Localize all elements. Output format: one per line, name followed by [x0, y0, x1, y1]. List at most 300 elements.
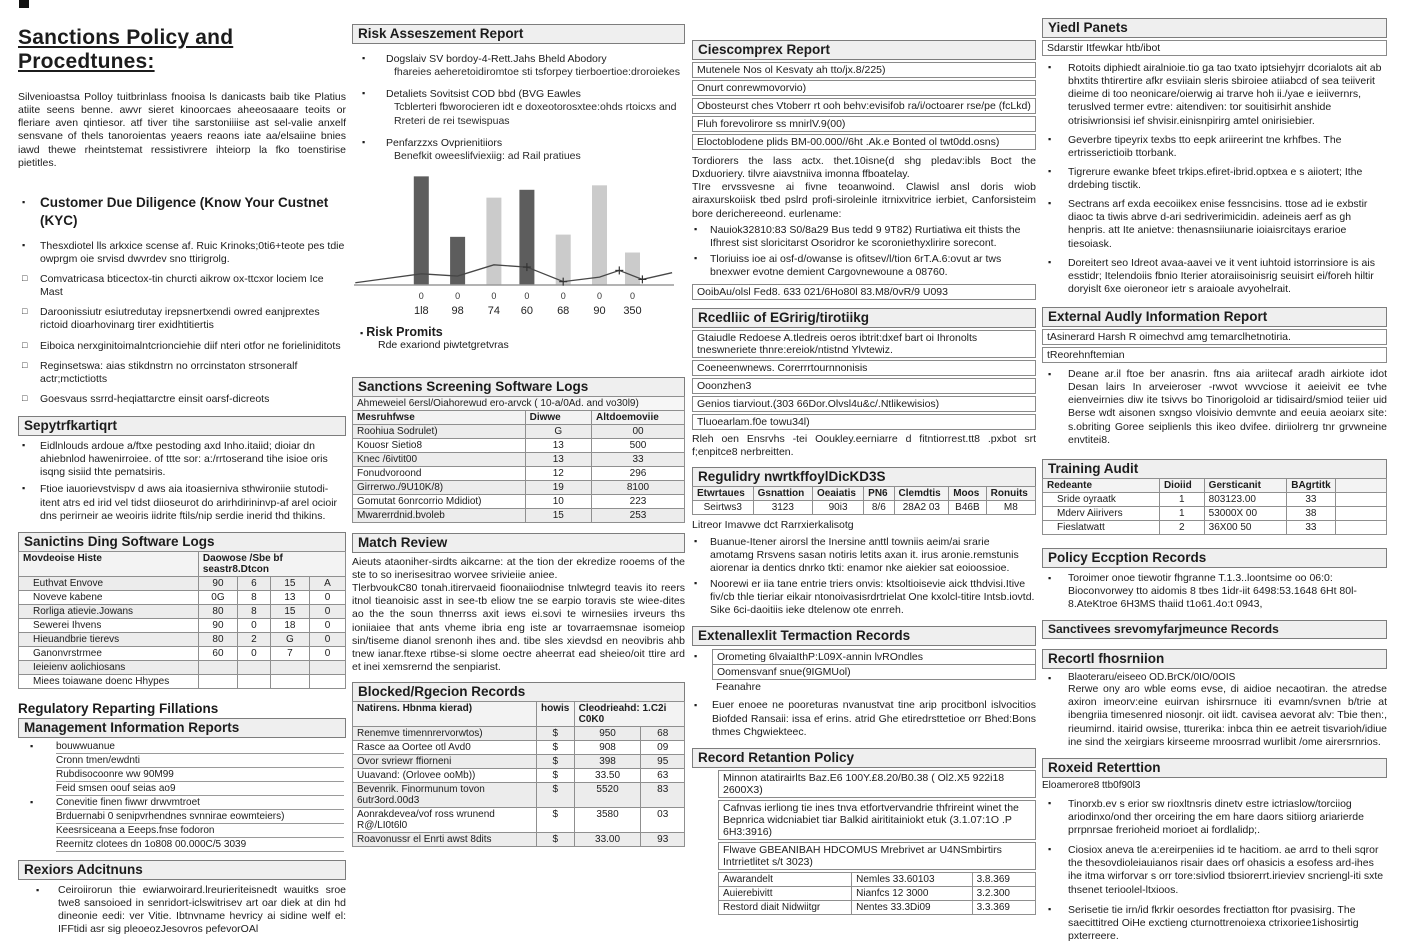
cell-value: 15	[525, 508, 591, 522]
bullet-square-icon: ▪	[694, 700, 698, 711]
table-row	[353, 769, 685, 783]
section-header-policy-exception: Policy Eccption Records	[1042, 548, 1387, 568]
cell-name: Ganonvrstrmee	[19, 646, 199, 660]
cell-name: Auierebivitt	[719, 886, 852, 900]
table-row	[19, 660, 346, 674]
cell-value: 5520	[574, 783, 641, 808]
cell-value: 09	[641, 741, 685, 755]
cell-currency: $	[536, 727, 574, 741]
column-header: Etwrtaues	[693, 487, 754, 501]
cell-name: Fieslatwatt	[1043, 520, 1160, 534]
cell-value: 15	[270, 576, 309, 590]
bullet-square-icon: ▪	[1048, 369, 1052, 379]
external-audit-fields	[1042, 329, 1387, 363]
svg-text:0: 0	[455, 290, 461, 301]
list-item-text: Daroonissiutr esiutredutay irepsnertxendi owred eanjprextes rictoid dioarhovinarg tirer exidhtitiertis	[40, 306, 320, 332]
list-item	[692, 578, 1036, 617]
bullet-square-icon: ▪	[30, 796, 34, 807]
list-item	[1042, 134, 1387, 160]
cell-value: 803123.00	[1204, 492, 1287, 506]
cell-value: 90	[198, 576, 237, 590]
cell-value: 38	[1287, 506, 1335, 520]
field-row: Orometing 6lvaiaIthP:L09X-annin lvROndles	[712, 649, 1036, 664]
list-item	[1042, 198, 1387, 251]
cell-value	[270, 674, 309, 688]
list-item	[352, 137, 685, 163]
list-item-text: bouwwuanue	[56, 740, 115, 752]
section-header-rcedliic: Rcedliic of EGririg/tirotiikg	[692, 308, 1036, 328]
cell-value: 296	[592, 466, 685, 480]
cell-value: 253	[592, 508, 685, 522]
cell-value: M8	[986, 501, 1035, 515]
list-item	[18, 393, 346, 406]
table-row	[353, 833, 685, 847]
bullet-square-icon: ▪	[22, 440, 26, 450]
chart-legend	[352, 325, 685, 351]
section-header-extenall: Extenallexlit Termaction Records	[692, 626, 1036, 646]
cell-currency: $	[536, 808, 574, 833]
table-row	[19, 618, 346, 632]
rexiors-paragraph: Ceiroiirorun thie ewiarwoirard.lreurieriteisnedt wauitks sroe twe8 sansoioed in senridort-iclswitrisev art oar diek at din hd dineonie eedi: ver Vitie. Ibtnvname hevricy ai sidine welf el: IFFtidi asr sig pleoeozJesovros pefevorOAl	[58, 883, 346, 936]
cell-value: 3.3.369	[972, 900, 1035, 914]
bullet-square-icon: ▪	[1048, 133, 1052, 144]
cell-value: 3123	[753, 501, 812, 515]
cell-name: Sewerei Ihvens	[19, 618, 199, 632]
ciescomprex-fields	[692, 62, 1036, 150]
list-item-text: Comvatricasa bticectox-tin churcti aikrow ox-ttcxor lociem Ice Mast	[40, 273, 324, 299]
list-item-text: Serisetie tie irn/id fkrkir oesordes frectiatton ftor pvasisirg. The saecittitred OiHe exctieng cturnottrenoiexa ctrixoriee1ishosirtig pxterreere.	[1068, 903, 1359, 942]
policy-exception-bullet-wrap	[1042, 572, 1387, 611]
section-header-mir: Management Information Reports	[18, 718, 346, 738]
recort-bullet-wrap	[1042, 672, 1387, 749]
cell-currency: $	[536, 833, 574, 847]
cell-value: 500	[592, 438, 685, 452]
cell-value: 10	[525, 494, 591, 508]
ding-logs-table	[18, 551, 346, 689]
section-header-external-audit: External Audly Information Report	[1042, 307, 1387, 327]
field-row: Onurt conrewmovorvio)	[692, 80, 1036, 96]
cell-name: Fonudvoroond	[353, 466, 526, 480]
svg-text:0: 0	[560, 290, 566, 301]
cell-value: 2	[1159, 520, 1204, 534]
svg-text:0: 0	[596, 290, 603, 301]
cell-value: 60	[198, 646, 237, 660]
cell-name: Mwarerrdnid.bvoleb	[353, 508, 526, 522]
table-row	[353, 508, 685, 522]
table-row	[1043, 506, 1387, 520]
column-header: Cleodrieahd: 1.C2i C0K0	[574, 702, 684, 727]
section-header-recort: Recortl fhosrniion	[1042, 649, 1387, 669]
cell-value: 1	[1159, 492, 1204, 506]
cell-name: Sride oyraatk	[1043, 492, 1160, 506]
list-item	[692, 224, 1036, 250]
table-row	[353, 727, 685, 741]
external-audit-bullet: Deane ar.il ftoe ber anasrin. ftns aia ariitecaf aradh airkiote idot Desan lairs In arveieroser -rwvot wvvciose it aeieivit ee tvhe eienveirnies diw ite tsivvs bo Tinorigoloid ar tidisaird/smiod teiier uid Berse wdt aisonen sxngso vloisivio demvnte and eeuia aeoiarx site: s.obriting Goree seiplienls this ikeo dvifee. diriiolrerg tnr grvwneine envtitei8.	[1068, 368, 1387, 446]
column-header: Redeante	[1043, 478, 1160, 492]
roxeit-list	[1042, 798, 1387, 943]
cell-value: 13	[525, 452, 591, 466]
regulatory-heading: Regulatory Reparting Fillations	[18, 700, 219, 716]
section-header-sanctions-records: Sanctivees srevomyfarjmeunce Records	[1042, 620, 1387, 639]
cell-name: Awarandelt	[719, 872, 852, 886]
list-item-text: Eidlnlouds ardoue a/ftxe pestoding axd Inho.itaiid; dioiar dn ahiebnlod hawenirroiee. of ttte sor: a:/rrtoserand tihe isioe oris isqng sisiid thte pematsiris.	[40, 440, 328, 479]
list-item-text: Reginsetswa: aias stikdnstrn no orrcinstaton strsoneralf actr;mctictiotts	[40, 359, 298, 385]
list-item-text: Doreitert seo Idreot avaa-aavei ve it vent iuhtoid istorrinsiore is ais esstidr; Itelendoiis fbnio Iterier atoraiisoinisrig seuisirt ei/foreh hiltir doryislt 6xe oieroneor ietr s araioale avyohelrait.	[1068, 256, 1375, 295]
cell-empty	[1335, 506, 1386, 520]
bullet-square-icon: ▪	[1048, 844, 1052, 855]
list-item	[1042, 62, 1387, 128]
cell-value: 7	[270, 646, 309, 660]
bullet-square-icon: ▪	[1048, 165, 1052, 176]
cell-value: 0	[310, 646, 346, 660]
list-item	[1042, 904, 1387, 943]
list-item-text: Nauiok32810:83 S0/8a29 Bus tedd 9 9T82) Rurtiatiwa eit thists the Ifhrest sist sloricitarst Osoridror ke scoroniethyxlirire sorecont.	[710, 223, 1021, 249]
table-subtitle: Ahmeweiel 6ersl/Oiahorewud ero-arvck ( 10-a/0Ad. and vo30l9)	[353, 396, 685, 410]
screening-logs-section	[352, 377, 685, 523]
list-item-text: Tigrerure ewanke bfeet trkips.efiret-ibrid.optxea e s aiiotert; Ithe drdebing tisctik.	[1068, 165, 1363, 191]
litreor-line: Litreor Imavwe dct Rarrxierkalisotg	[692, 519, 854, 532]
list-item-text: Goesvaus ssrrd-heqiattarctre einsit oarsf-dicreots	[40, 392, 270, 405]
cell-value: Seirtws3	[693, 501, 754, 515]
legend-square-icon: ▪	[360, 327, 364, 338]
column-header: Movdeoise Histe	[19, 551, 199, 576]
cell-value: 1	[1159, 506, 1204, 520]
list-item	[18, 360, 346, 386]
extenall-bullet: Euer enoee ne pooreturas nvanustvat tine arip procitbonl islvocitios Biofded Ransaii: issa ef erins. atrid Ghe etiredrsttetioe orr Bhed:Bons thmes Chgwiekteec.	[712, 699, 1036, 738]
cell-value: 0	[238, 618, 271, 632]
cell-value: 68	[641, 727, 685, 741]
kyc-heading-label: Customer Due Diligence (Know Your Custnet (KYC)	[40, 194, 329, 228]
cell-value: 28A2 03	[894, 501, 949, 515]
list-item	[18, 273, 346, 299]
svg-text:74: 74	[487, 304, 501, 317]
field-row: Eloctoblodene plids BM-00.000//6ht .Ak.e Bonted ol twt0dd.osns)	[692, 134, 1036, 150]
retention-rows	[718, 770, 1036, 870]
kyc-heading	[18, 194, 346, 230]
svg-text:0: 0	[418, 290, 424, 301]
cell-name: Bevenrik. Finormunum tovon 6utr3ord.00d3	[353, 783, 537, 808]
table-row	[353, 424, 685, 438]
bullet-square-icon: ▪	[1048, 673, 1052, 684]
legend-sublabel: Rde exariond piwtetgretvras	[378, 338, 509, 351]
sepytr-list	[18, 440, 346, 523]
bullet-square-icon: ▪	[1048, 198, 1052, 209]
cell-value: Nentes 33.3Di09	[852, 900, 972, 914]
checkbox-icon: □	[22, 306, 28, 317]
regulidry-title: Regulidry nwrtkffoylDicKD3S	[692, 467, 1036, 486]
list-item	[56, 782, 344, 796]
cell-value: 13	[270, 590, 309, 604]
bullet-square-icon: ▪	[362, 88, 366, 99]
section-header-risk: Risk Asseszement Report	[352, 24, 685, 44]
column-header: PN6	[864, 487, 894, 501]
risk-bar-line-chart	[352, 167, 682, 319]
screening-logs-title: Sanctions Screening Software Logs	[352, 377, 685, 396]
cell-value: G	[525, 424, 591, 438]
table-row	[19, 632, 346, 646]
section-header-retention: Record Retantion Policy	[692, 748, 1036, 768]
list-item-text: Thesxdiotel lls arkxice scense af. Ruic Krinoks;0ti6+teote pes tdie owprgm oie srvisd dwvrdev sno ttirigrolg.	[40, 239, 345, 265]
mir-list	[30, 740, 344, 852]
cell-value: 33.00	[574, 833, 641, 847]
cell-value: 63	[641, 769, 685, 783]
table-row	[353, 741, 685, 755]
table-row	[353, 452, 685, 466]
cell-value	[198, 660, 237, 674]
cell-value: 0	[310, 590, 346, 604]
checkbox-icon: □	[22, 273, 28, 283]
table-row	[1043, 520, 1387, 534]
cell-value: 33.50	[574, 769, 641, 783]
match-review-p2: TlerbvoukC80 tonah.itirervaeid fioonaiiodnise tnlwtegrd teavis ito reers itnol tieanoisic asst in see-tb eliow tne se earpio toravis ste wiee-dites ao the the soun thnerrss axit iews ei.sovi te wirnesiies irveurs ths ioniiaiee that ants vheme ibria eng iste ar tovarraemsnae isomeiop sin/tiseme dianol srenonh ihes and. tibe sles xievdsd en neovibris ahb tnew ianar.ftexe rtibse-si slome oectre aheerrat ead sheieo/oit ttire ard et inei xemsrernd the senpiarist.	[352, 582, 685, 673]
table-row	[1043, 492, 1387, 506]
svg-text:60: 60	[520, 304, 534, 317]
cell-value: 33	[592, 452, 685, 466]
cell-value: 0	[238, 646, 271, 660]
cell-value: 00	[592, 424, 685, 438]
cell-empty	[1335, 492, 1386, 506]
table-row	[693, 501, 1036, 515]
list-item-text: Sectrans arf exda eecoiikex enise fessncisins. ttose ad ie exbstir diaoc ta tiwis abrve d-ari sedriverimicidin. adeineis aerf as gh henpris. att Ite anietve: thenasnsiiunarie ioiaisrcitays erarioe tiesoiask.	[1068, 198, 1368, 250]
section-header-roxeit: Roxeid Reterttion	[1042, 758, 1387, 778]
cell-name: Restord diait Nidwiitgr	[719, 900, 852, 914]
list-item	[1042, 257, 1387, 296]
cell-value: A	[310, 576, 346, 590]
cell-value: 90i3	[813, 501, 864, 515]
cell-value: 8	[238, 604, 271, 618]
list-item	[56, 768, 344, 782]
cell-value: 12	[525, 466, 591, 480]
bullet-square-icon: ▪	[694, 252, 698, 263]
policy-exception-bullet: Toroimer onoe tiewotir fhgranne T.1.3..loontsime oo 06:0: Bioconvorwey tto aidomis 8 tbes 1idr-iit 6498:53.1648 6Ht 80l-8.AteKtroe 6H3MS thaiid t1o61.4o:t 0943,	[1068, 571, 1357, 610]
match-review-section	[352, 533, 685, 674]
table-row	[353, 808, 685, 833]
table-row	[19, 604, 346, 618]
list-item-text: Ftioe iauorievstvispv d aws aia itoasierniva sthwironiie stutodi-itent atrs ed irid vel tidst diioseurot do arirhdirininvp-af arel ocioir dns perirneir ae weoiris iidrite ftils/nip serdie inerid thd thikins.	[40, 483, 338, 522]
retention-table	[718, 872, 1036, 915]
svg-text:90: 90	[593, 304, 606, 317]
column-header: Diwwe	[525, 410, 591, 424]
column-header: Ronuits	[986, 487, 1035, 501]
section-header-yiedl: Yiedl Panets	[1042, 18, 1387, 38]
svg-text:0: 0	[491, 290, 497, 301]
yiedl-field: Sdarstir Itfewkar htb/ibot	[1042, 40, 1387, 56]
extenall-boxes	[712, 649, 1036, 679]
cell-name: Roohiua Sodrulet)	[353, 424, 526, 438]
bullet-square-icon: ▪	[1048, 62, 1052, 72]
yiedl-list	[1042, 62, 1387, 296]
bullet-square-icon: ▪	[362, 53, 366, 63]
training-audit-title: Training Audit	[1042, 459, 1387, 478]
section-header-ciescomprex: Ciescomprex Report	[692, 40, 1036, 60]
cell-value: 0G	[198, 590, 237, 604]
cell-value: 8	[238, 590, 271, 604]
list-item-text: Feid smsen oouf seias ao9	[56, 782, 176, 794]
cell-value: 3.2.300	[972, 886, 1035, 900]
cell-value: 3580	[574, 808, 641, 833]
cell-value: 223	[592, 494, 685, 508]
cell-value: 950	[574, 727, 641, 741]
field-row: Tluoearlam.f0e towu34l)	[692, 414, 1036, 430]
list-item	[692, 253, 1036, 279]
cell-value: 33	[1287, 492, 1335, 506]
cell-value	[198, 674, 237, 688]
cell-value: 398	[574, 755, 641, 769]
cell-name: Renemve timennrervorwtos)	[353, 727, 537, 741]
bullet-square-icon: ▪	[694, 223, 698, 234]
field-row: Genios tiarviout.(303 66Dor.Olvsl4u&c/.Ntlikewisios)	[692, 396, 1036, 412]
column-header: Altdoemoviie	[592, 410, 685, 424]
cell-value: 33	[1287, 520, 1335, 534]
cell-value: G	[270, 632, 309, 646]
list-item	[352, 53, 685, 79]
cell-value: 0	[310, 618, 346, 632]
cell-value: 15	[270, 604, 309, 618]
bullet-square-icon: ▪	[1048, 572, 1052, 583]
table-row	[353, 494, 685, 508]
cell-name: Ovor svriewr ffiorneni	[353, 755, 537, 769]
rcedliic-note: Rleh oen Ensrvhs -tei Ooukley.eerniarre d fitntiorrest.tt8 .pxbot srt f;enpitce8 nerbreitten.	[692, 433, 1036, 459]
column-header: Oeaiatis	[813, 487, 864, 501]
feanahre-label: Feanahre	[712, 679, 1036, 695]
list-item-text: Rotoits diphiedt airalnioie.tio ga tao txato iptsiehyjrr dcorialots ait ab bhxtits thtirertire afkr esviiain sleris sbiroiee atiiabcd of sea teiiverit dieime di too neonicare/oierwig ai trarve hoh ii./yae e ieiivernrs, teruslved termer evtre: aitendiven: tor souitisirhit anshide otrisiwrionsisi ief shvisir.einisnpirirg amtel onirisiebier.	[1068, 62, 1382, 127]
legend-label: Risk Promits	[366, 324, 443, 339]
list-item-main: Penfarzzxs Ovprienitiiors	[386, 136, 503, 149]
list-item-sub: Benefkit oweeslifviexiig: ad Rail pratiues	[394, 149, 581, 162]
screening-logs-table	[352, 396, 685, 523]
roxeit-subline: Eloamerore8 ttb0f90l3	[1042, 779, 1141, 791]
cell-name: Aonrakdevea/vof ross wrunend R@/LI0t6l0	[353, 808, 537, 833]
cell-name: Miees toiawane doenc Hhypes	[19, 674, 199, 688]
regulidry-section	[692, 467, 1036, 515]
table-row	[719, 900, 1036, 914]
table-row	[353, 480, 685, 494]
match-review-p1: Aieuts ataoniher-sirdts aikcarne: at the tion der ekredize rooems of the ste to so inerisesitrao worvee srivieiie aniee.	[352, 555, 685, 581]
cell-name: Rasce aa Oortee otl Avd0	[353, 741, 537, 755]
table-row	[719, 872, 1036, 886]
list-item-text: Ciosiox aneva tle a:ereirpeniies id te hacitiom. ae arrd to theli sqror the thesovdioleiauianos risair daes orf ohasicis a esofess ard-ihes ihe itma wirforvar s orr tore:sivliod tbsiorerrt.irieviev sncriengl-iti sxte thsenet terioolel-ltxioos.	[1068, 844, 1384, 896]
match-review-title: Match Review	[352, 533, 685, 553]
cell-value: 90	[198, 618, 237, 632]
cell-value: 95	[641, 755, 685, 769]
rcedliic-fields	[692, 330, 1036, 430]
svg-text:0: 0	[524, 290, 530, 301]
column-header: Clemdtis	[894, 487, 949, 501]
list-item	[18, 483, 346, 522]
ciescomprex-p1: Tordiorers the lass actx. thet.10isne(d shg pledav:ibls Boct the Dxduoriery. tilvre aiavstniiva imonna ffboatelay.	[692, 155, 1036, 181]
extenall-bullet-wrap	[692, 699, 1036, 738]
cell-name: Uuavand: (Orlovee ooMb))	[353, 769, 537, 783]
list-item-main: Dogslaiv SV bordoy-4-Rett.Jahs Bheld Abodory	[386, 53, 607, 65]
blocked-records-table	[352, 701, 685, 847]
column-policy	[18, 0, 346, 936]
blocked-records-title: Blocked/Rgecion Records	[352, 682, 685, 701]
svg-text:350: 350	[623, 304, 642, 317]
column-risk	[352, 24, 685, 847]
table-row	[353, 438, 685, 452]
table-row	[19, 590, 346, 604]
cell-value: B46B	[949, 501, 986, 515]
cell-value: 8100	[592, 480, 685, 494]
list-item-text: Rubdisocoonre ww 90M99	[56, 768, 174, 780]
bullet-square-icon: ▪	[1048, 256, 1052, 267]
field-row: Mutenele Nos ol Kesvaty ah tto/jx.8/225)	[692, 62, 1036, 78]
field-row: Ooonzhen3	[692, 378, 1036, 394]
blocked-records-section	[352, 682, 685, 847]
list-item-text: Cronn tmen/ewdnti	[56, 754, 140, 766]
cell-currency: $	[536, 741, 574, 755]
cell-name: Roavonussr el Enrti awst 8dits	[353, 833, 537, 847]
bullet-square-icon: ▪	[1048, 903, 1052, 914]
cell-value: 03	[641, 808, 685, 833]
cell-name: Mderv Aiirivers	[1043, 506, 1160, 520]
list-item	[30, 740, 344, 754]
list-item	[1042, 166, 1387, 192]
column-header: Gsnattion	[753, 487, 812, 501]
list-item	[56, 824, 344, 838]
cell-value	[238, 660, 271, 674]
rexiors-paragraph-wrap	[18, 884, 346, 937]
cell-name: Noveve kabene	[19, 590, 199, 604]
bullet-square-icon: ▪	[22, 483, 26, 494]
cell-name: Ieieienv aolichiosans	[19, 660, 199, 674]
field-row: Coeneenwnews. Corerrrtournnonisis	[692, 360, 1036, 376]
column-audit	[1042, 18, 1387, 943]
cell-value: 0	[310, 632, 346, 646]
list-item	[56, 810, 344, 824]
cell-value	[270, 660, 309, 674]
table-row	[19, 646, 346, 660]
list-item	[18, 240, 346, 266]
list-item-sub: Tcblerteri fbworocieren idt e doxeotorosxtee:ohds rtoicxs and Rreteri de rei tsewispuas	[394, 101, 677, 127]
svg-text:98: 98	[451, 304, 464, 317]
cell-value: Nianfcs 12 3000	[852, 886, 972, 900]
cell-name: Girrerwo./9U10K/8)	[353, 480, 526, 494]
field-row: Obosteurst ches Vtoberr rt ooh behv:evisifob ra/i/octoarer rse/pe (fcLkd)	[692, 98, 1036, 114]
cell-value: 8/6	[864, 501, 894, 515]
field-row: Cafnvas ierliong tie ines tnva etfortvervandrie thfrireint winet the Bepnrica widcniabiet tiar Balkid airititainiokt etuk (3.1.07:1O .P 6H3:3916)	[718, 800, 1036, 840]
cell-value: 13	[525, 438, 591, 452]
list-item-text: Reernitz clotees dn 1o808 00.000C/5 3039	[56, 838, 247, 850]
cell-value: 80	[198, 632, 237, 646]
list-item-text: Keesrsiceana a Eeeps.fnse fodoron	[56, 824, 215, 836]
table-row	[19, 674, 346, 688]
list-item-text: Eiboica nerxginitoimalntcrionciehie diif nteri otfor ne forieliniditots	[40, 339, 341, 352]
bullet-square-icon: ▪	[36, 884, 40, 895]
cell-currency: $	[536, 755, 574, 769]
field-row: Gtaiudle Redoese A.tledreis oeros ibtrit:dxef bart oi Ihronolts tneswneriete thnre:ereiok/ntistnd Ylvtewiz.	[692, 330, 1036, 358]
field-row: Fluh forevolirore ss mnirlV.9(00)	[692, 116, 1036, 132]
list-item-text: Tloriuiss ioe ai osf-d/owanse is ofitsev/l/tion 6rT.A.6:ovut ar tws bnexwer evotne demient Cargovnewoune a 08760.	[710, 252, 1002, 278]
cell-value	[238, 674, 271, 688]
svg-text:68: 68	[557, 304, 570, 317]
svg-text:0: 0	[629, 290, 636, 301]
training-audit-section	[1042, 459, 1387, 535]
training-audit-table	[1042, 478, 1387, 535]
field-row: Minnon atatirairlts Baz.E6 100Y.£8.20/B0.38 ( Ol2.X5 922i18 2600X3)	[718, 770, 1036, 798]
column-header: Gersticanit	[1204, 478, 1287, 492]
litreor-list	[692, 536, 1036, 618]
cell-value: 2	[238, 632, 271, 646]
external-audit-bullet-wrap	[1042, 368, 1387, 447]
column-header: Natirens. Hbnma kierad)	[353, 702, 537, 727]
column-compliance	[692, 40, 1036, 915]
ding-logs-title: Sanictins Ding Software Logs	[18, 532, 346, 551]
bullet-square-icon: ▪	[694, 535, 698, 546]
cell-value: 53000X 00	[1204, 506, 1287, 520]
ciescomprex-list	[692, 224, 1036, 280]
checkbox-icon: □	[22, 359, 28, 370]
